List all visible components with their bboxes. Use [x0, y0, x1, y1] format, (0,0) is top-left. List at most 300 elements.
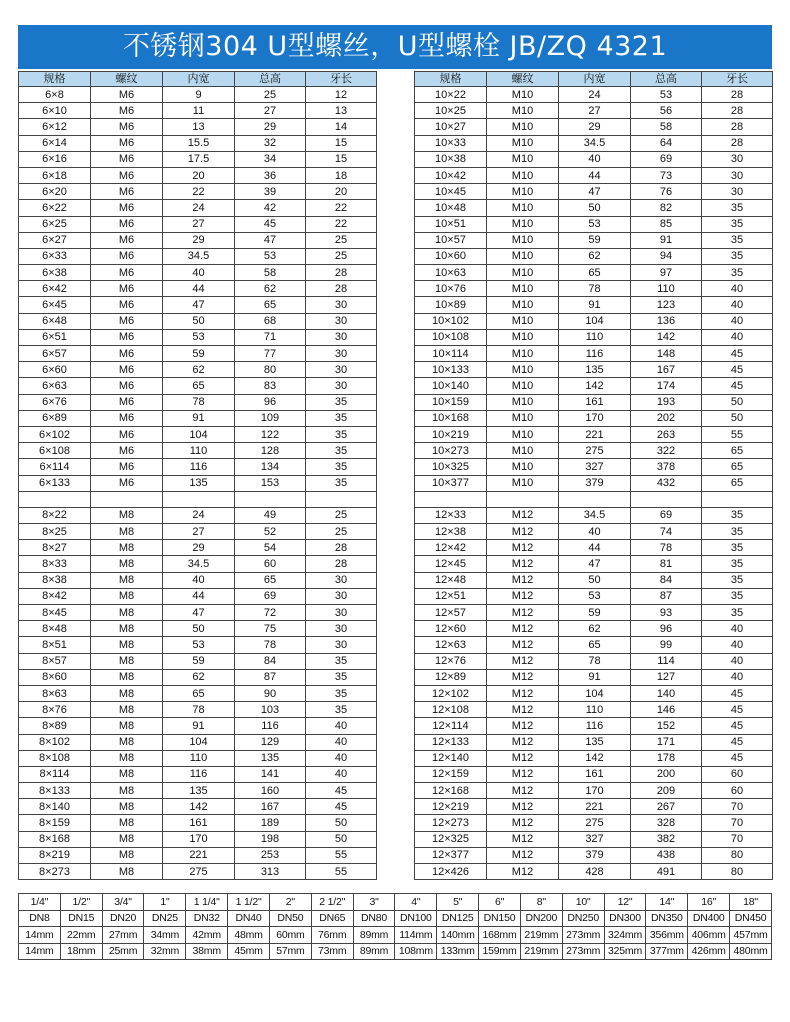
- table-cell: 39: [235, 184, 306, 200]
- table-cell: 50: [702, 394, 773, 410]
- conversion-cell: 45mm: [228, 943, 270, 960]
- table-cell: 116: [559, 346, 631, 362]
- table-cell: M12: [487, 750, 559, 766]
- table-row: [19, 718, 377, 734]
- table-row: [19, 362, 377, 378]
- table-cell: M6: [91, 103, 163, 119]
- table-cell: 8×48: [19, 621, 91, 637]
- table-cell: 8×159: [19, 815, 91, 831]
- table-cell: 30: [702, 167, 773, 183]
- table-cell: 45: [702, 750, 773, 766]
- table-cell: 8×51: [19, 637, 91, 653]
- table-cell: M12: [487, 783, 559, 799]
- column-header: 螺纹: [91, 72, 163, 87]
- table-cell: 50: [163, 313, 235, 329]
- conversion-cell: DN25: [144, 910, 186, 927]
- table-cell: 104: [559, 313, 631, 329]
- table-cell: M10: [487, 297, 559, 313]
- table-cell: 161: [559, 394, 631, 410]
- conversion-cell: 1 1/4": [186, 894, 228, 911]
- table-cell: M8: [91, 572, 163, 588]
- table-cell: 25: [306, 232, 377, 248]
- table-cell: 13: [163, 119, 235, 135]
- table-cell: M12: [487, 734, 559, 750]
- table-row: [19, 475, 377, 491]
- table-cell: M6: [91, 394, 163, 410]
- table-cell: 96: [631, 621, 702, 637]
- table-cell: 35: [702, 248, 773, 264]
- conversion-cell: 18mm: [60, 943, 102, 960]
- table-row: [415, 167, 773, 183]
- table-cell: 10×102: [415, 313, 487, 329]
- table-cell: 50: [163, 621, 235, 637]
- table-cell: 12×42: [415, 540, 487, 556]
- table-cell: 91: [163, 410, 235, 426]
- conversion-cell: 76mm: [311, 927, 353, 944]
- table-cell: 42: [235, 200, 306, 216]
- table-cell: 9: [163, 87, 235, 103]
- table-cell: 8×114: [19, 766, 91, 782]
- table-cell: 8×102: [19, 734, 91, 750]
- table-cell: 10×159: [415, 394, 487, 410]
- table-cell: 62: [235, 281, 306, 297]
- conversion-cell: 3": [353, 894, 395, 911]
- table-cell: 263: [631, 426, 702, 442]
- table-cell: 8×33: [19, 556, 91, 572]
- table-row: [19, 783, 377, 799]
- table-cell: 136: [631, 313, 702, 329]
- table-cell: 160: [235, 783, 306, 799]
- conversion-cell: 2": [269, 894, 311, 911]
- table-row: [415, 637, 773, 653]
- table-cell: 35: [702, 507, 773, 523]
- table-cell: 35: [702, 216, 773, 232]
- column-header: 总高: [631, 72, 702, 87]
- table-row: [19, 346, 377, 362]
- table-cell: 94: [631, 248, 702, 264]
- table-cell: 114: [631, 653, 702, 669]
- conversion-cell: 377mm: [646, 943, 688, 960]
- table-row: [19, 653, 377, 669]
- table-cell: [559, 491, 631, 507]
- table-cell: 35: [702, 572, 773, 588]
- conversion-cell: 6": [479, 894, 521, 911]
- conversion-cell: 18": [730, 894, 772, 911]
- table-cell: 8×168: [19, 831, 91, 847]
- table-cell: 167: [235, 799, 306, 815]
- table-row: [415, 815, 773, 831]
- table-row: [19, 637, 377, 653]
- table-cell: 10×89: [415, 297, 487, 313]
- table-cell: 29: [163, 232, 235, 248]
- table-cell: M10: [487, 119, 559, 135]
- table-cell: 103: [235, 702, 306, 718]
- table-cell: 10×168: [415, 410, 487, 426]
- table-cell: 10×33: [415, 135, 487, 151]
- table-cell: 28: [306, 540, 377, 556]
- table-cell: M12: [487, 815, 559, 831]
- table-cell: 193: [631, 394, 702, 410]
- column-header: 规格: [415, 72, 487, 87]
- table-cell: 69: [631, 151, 702, 167]
- table-cell: 49: [235, 507, 306, 523]
- table-cell: M8: [91, 605, 163, 621]
- table-row: [415, 103, 773, 119]
- table-cell: 116: [235, 718, 306, 734]
- conversion-cell: 48mm: [228, 927, 270, 944]
- table-row: [19, 184, 377, 200]
- table-cell: 40: [702, 313, 773, 329]
- table-cell: 62: [163, 362, 235, 378]
- table-row: [415, 507, 773, 523]
- table-cell: 56: [631, 103, 702, 119]
- table-cell: 28: [306, 265, 377, 281]
- table-cell: 25: [306, 524, 377, 540]
- table-cell: 44: [163, 281, 235, 297]
- table-cell: M12: [487, 524, 559, 540]
- table-cell: M10: [487, 378, 559, 394]
- table-cell: 60: [702, 783, 773, 799]
- table-cell: 15.5: [163, 135, 235, 151]
- table-cell: 148: [631, 346, 702, 362]
- table-cell: M8: [91, 864, 163, 880]
- table-row: [415, 265, 773, 281]
- table-cell: 25: [235, 87, 306, 103]
- table-cell: 178: [631, 750, 702, 766]
- column-header: 螺纹: [487, 72, 559, 87]
- table-cell: 253: [235, 847, 306, 863]
- table-cell: M6: [91, 329, 163, 345]
- table-row: [19, 847, 377, 863]
- table-cell: 6×25: [19, 216, 91, 232]
- table-row: [415, 248, 773, 264]
- table-cell: M8: [91, 524, 163, 540]
- table-cell: 8×76: [19, 702, 91, 718]
- table-cell: 78: [559, 281, 631, 297]
- table-cell: 47: [559, 184, 631, 200]
- table-cell: 82: [631, 200, 702, 216]
- table-cell: 29: [235, 119, 306, 135]
- table-cell: 62: [559, 248, 631, 264]
- spec-table-left: [18, 71, 377, 880]
- table-cell: 110: [559, 329, 631, 345]
- table-cell: 6×57: [19, 346, 91, 362]
- table-cell: 24: [559, 87, 631, 103]
- table-cell: 30: [306, 313, 377, 329]
- table-cell: 45: [702, 685, 773, 701]
- table-cell: 6×63: [19, 378, 91, 394]
- table-cell: 35: [306, 669, 377, 685]
- table-cell: [415, 491, 487, 507]
- table-cell: M10: [487, 281, 559, 297]
- table-cell: M6: [91, 184, 163, 200]
- table-cell: M10: [487, 151, 559, 167]
- table-cell: 29: [163, 540, 235, 556]
- table-cell: M6: [91, 200, 163, 216]
- conversion-cell: 325mm: [604, 943, 646, 960]
- table-cell: 40: [559, 151, 631, 167]
- conversion-cell: 168mm: [479, 927, 521, 944]
- table-cell: 53: [631, 87, 702, 103]
- table-cell: 12×102: [415, 685, 487, 701]
- table-cell: 30: [306, 378, 377, 394]
- table-row: [19, 119, 377, 135]
- table-cell: 50: [559, 572, 631, 588]
- table-cell: 27: [559, 103, 631, 119]
- conversion-cell: 14mm: [19, 943, 61, 960]
- conversion-cell: 73mm: [311, 943, 353, 960]
- conversion-cell: DN8: [19, 910, 61, 927]
- table-cell: M6: [91, 378, 163, 394]
- table-cell: 30: [702, 151, 773, 167]
- table-cell: 60: [235, 556, 306, 572]
- table-cell: 40: [702, 653, 773, 669]
- table-cell: 11: [163, 103, 235, 119]
- table-cell: 10×22: [415, 87, 487, 103]
- conversion-cell: 273mm: [562, 927, 604, 944]
- table-cell: 6×18: [19, 167, 91, 183]
- table-cell: 135: [559, 362, 631, 378]
- table-row: [19, 605, 377, 621]
- table-cell: 28: [702, 135, 773, 151]
- table-cell: 6×76: [19, 394, 91, 410]
- table-row: [415, 491, 773, 507]
- table-row: [415, 475, 773, 491]
- table-cell: M8: [91, 815, 163, 831]
- table-cell: 8×27: [19, 540, 91, 556]
- table-row: [415, 750, 773, 766]
- table-cell: 74: [631, 524, 702, 540]
- conversion-cell: 16": [688, 894, 730, 911]
- table-cell: 35: [702, 540, 773, 556]
- conversion-cell: 1/4": [19, 894, 61, 911]
- table-cell: 10×273: [415, 443, 487, 459]
- table-cell: 8×22: [19, 507, 91, 523]
- table-cell: 40: [702, 297, 773, 313]
- table-cell: 12×273: [415, 815, 487, 831]
- table-cell: 10×133: [415, 362, 487, 378]
- table-cell: 28: [702, 119, 773, 135]
- conversion-cell: 2 1/2": [311, 894, 353, 911]
- table-cell: 140: [631, 685, 702, 701]
- table-cell: 6×22: [19, 200, 91, 216]
- table-cell: 12×133: [415, 734, 487, 750]
- table-cell: M6: [91, 248, 163, 264]
- table-cell: 129: [235, 734, 306, 750]
- table-cell: 35: [702, 524, 773, 540]
- table-cell: M6: [91, 426, 163, 442]
- table-cell: 65: [163, 685, 235, 701]
- table-cell: 47: [235, 232, 306, 248]
- table-cell: [19, 491, 91, 507]
- table-cell: 78: [163, 702, 235, 718]
- table-cell: 30: [306, 329, 377, 345]
- table-cell: 10×140: [415, 378, 487, 394]
- table-cell: M12: [487, 799, 559, 815]
- table-cell: M8: [91, 621, 163, 637]
- table-cell: 116: [163, 766, 235, 782]
- table-cell: 127: [631, 669, 702, 685]
- table-cell: 77: [235, 346, 306, 362]
- table-cell: 170: [559, 783, 631, 799]
- conversion-cell: 60mm: [269, 927, 311, 944]
- table-cell: 10×63: [415, 265, 487, 281]
- table-cell: 73: [631, 167, 702, 183]
- conversion-cell: 480mm: [730, 943, 772, 960]
- table-cell: 35: [306, 426, 377, 442]
- table-cell: 8×108: [19, 750, 91, 766]
- table-cell: 8×45: [19, 605, 91, 621]
- table-cell: 96: [235, 394, 306, 410]
- conversion-cell: DN450: [730, 910, 772, 927]
- table-cell: M6: [91, 216, 163, 232]
- table-cell: 45: [702, 734, 773, 750]
- table-row: [415, 200, 773, 216]
- column-header: 牙长: [702, 72, 773, 87]
- table-cell: 6×20: [19, 184, 91, 200]
- table-row: [415, 184, 773, 200]
- table-row: [415, 281, 773, 297]
- conversion-cell: DN350: [646, 910, 688, 927]
- table-cell: 78: [559, 653, 631, 669]
- page-title: 不锈钢304 U型螺丝，U型螺栓 JB/ZQ 4321: [18, 25, 772, 69]
- conversion-cell: 10": [562, 894, 604, 911]
- table-cell: 6×48: [19, 313, 91, 329]
- table-cell: M10: [487, 362, 559, 378]
- table-row: [19, 248, 377, 264]
- table-cell: 27: [163, 216, 235, 232]
- conversion-cell: 27mm: [102, 927, 144, 944]
- table-row: [415, 524, 773, 540]
- table-cell: M8: [91, 669, 163, 685]
- table-row: [19, 297, 377, 313]
- conversion-cell: 426mm: [688, 943, 730, 960]
- table-cell: 10×377: [415, 475, 487, 491]
- table-cell: 12×60: [415, 621, 487, 637]
- table-cell: 78: [235, 637, 306, 653]
- conversion-cell: 273mm: [562, 943, 604, 960]
- table-cell: 35: [306, 475, 377, 491]
- table-cell: 221: [559, 426, 631, 442]
- table-cell: 12×108: [415, 702, 487, 718]
- table-cell: 45: [702, 702, 773, 718]
- table-cell: 40: [702, 669, 773, 685]
- table-cell: 47: [559, 556, 631, 572]
- table-cell: M12: [487, 621, 559, 637]
- table-cell: 70: [702, 799, 773, 815]
- table-cell: 50: [559, 200, 631, 216]
- table-cell: 153: [235, 475, 306, 491]
- table-cell: 8×60: [19, 669, 91, 685]
- table-cell: M10: [487, 87, 559, 103]
- table-cell: 15: [306, 135, 377, 151]
- table-cell: 87: [631, 588, 702, 604]
- table-cell: 24: [163, 507, 235, 523]
- table-cell: 40: [306, 766, 377, 782]
- table-row: [415, 329, 773, 345]
- table-cell: 30: [306, 346, 377, 362]
- table-cell: [91, 491, 163, 507]
- table-row: [19, 556, 377, 572]
- table-cell: 65: [702, 459, 773, 475]
- table-row: [415, 734, 773, 750]
- table-cell: 35: [306, 443, 377, 459]
- table-cell: 25: [306, 248, 377, 264]
- table-cell: [631, 491, 702, 507]
- conversion-cell: 108mm: [395, 943, 437, 960]
- outer-diameter-row-1: [19, 927, 772, 944]
- table-cell: 170: [559, 410, 631, 426]
- table-cell: 65: [559, 637, 631, 653]
- table-row: [19, 394, 377, 410]
- conversion-cell: 14": [646, 894, 688, 911]
- table-cell: 328: [631, 815, 702, 831]
- table-cell: 90: [235, 685, 306, 701]
- table-row: [19, 766, 377, 782]
- table-row: [415, 297, 773, 313]
- conversion-cell: 8": [520, 894, 562, 911]
- table-cell: 12×426: [415, 864, 487, 880]
- table-cell: 53: [235, 248, 306, 264]
- table-cell: M12: [487, 864, 559, 880]
- table-cell: 313: [235, 864, 306, 880]
- table-row: [19, 831, 377, 847]
- inch-row: [19, 894, 772, 911]
- table-cell: 12×33: [415, 507, 487, 523]
- table-cell: 35: [702, 265, 773, 281]
- table-cell: 47: [163, 605, 235, 621]
- table-cell: 34.5: [559, 507, 631, 523]
- table-row: [19, 734, 377, 750]
- table-cell: M10: [487, 265, 559, 281]
- table-cell: 65: [163, 378, 235, 394]
- table-cell: [235, 491, 306, 507]
- table-cell: 45: [306, 799, 377, 815]
- table-cell: 30: [306, 297, 377, 313]
- table-cell: 104: [163, 734, 235, 750]
- table-cell: M10: [487, 167, 559, 183]
- table-cell: 116: [559, 718, 631, 734]
- table-cell: M8: [91, 540, 163, 556]
- table-cell: 50: [702, 410, 773, 426]
- table-cell: 35: [306, 685, 377, 701]
- table-row: [19, 281, 377, 297]
- table-cell: 18: [306, 167, 377, 183]
- table-cell: M6: [91, 151, 163, 167]
- table-cell: M10: [487, 443, 559, 459]
- table-row: [415, 783, 773, 799]
- table-row: [415, 653, 773, 669]
- table-cell: 80: [702, 847, 773, 863]
- table-cell: 75: [235, 621, 306, 637]
- table-cell: 142: [631, 329, 702, 345]
- conversion-cell: 406mm: [688, 927, 730, 944]
- table-row: [415, 362, 773, 378]
- table-cell: M10: [487, 394, 559, 410]
- table-cell: 8×140: [19, 799, 91, 815]
- table-cell: M12: [487, 831, 559, 847]
- table-cell: M10: [487, 248, 559, 264]
- table-row: [19, 378, 377, 394]
- table-cell: 110: [163, 750, 235, 766]
- table-cell: M10: [487, 216, 559, 232]
- table-cell: 12×168: [415, 783, 487, 799]
- conversion-cell: DN200: [520, 910, 562, 927]
- table-cell: 29: [559, 119, 631, 135]
- table-cell: 47: [163, 297, 235, 313]
- table-cell: 93: [631, 605, 702, 621]
- table-cell: 10×60: [415, 248, 487, 264]
